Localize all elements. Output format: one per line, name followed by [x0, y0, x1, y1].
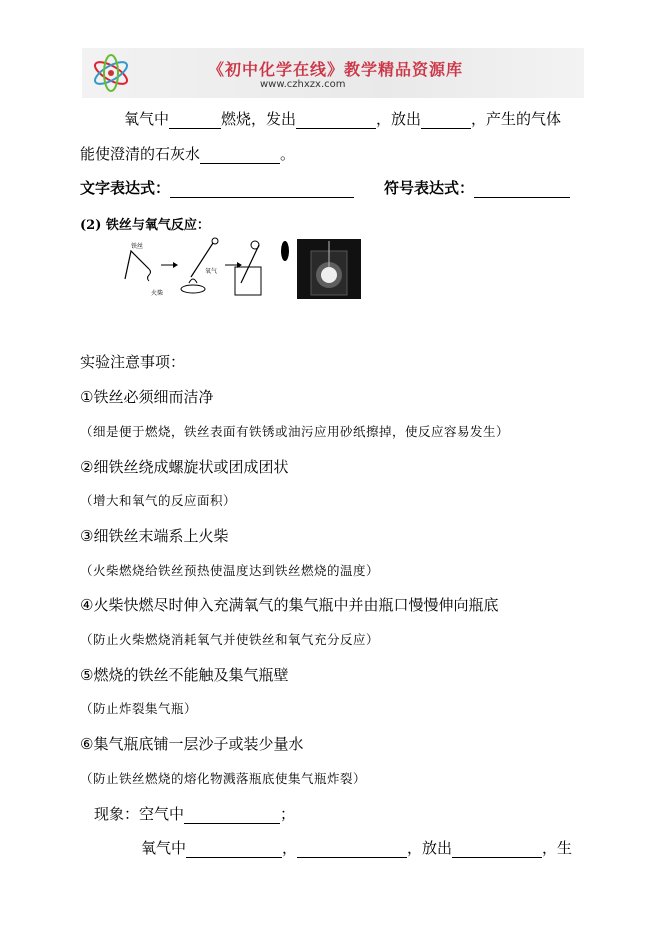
wire-icon: [125, 251, 149, 279]
word-equation-label: 文字表达式：: [80, 179, 171, 197]
note-item: ③细铁丝末端系上火柴: [80, 527, 229, 545]
intro-line-2: [80, 143, 295, 164]
blank: [186, 840, 282, 858]
formula-line: [80, 177, 570, 198]
arrow-icon: [173, 262, 178, 268]
note-item: ②细铁丝绕成螺旋状或团成团状: [80, 458, 289, 476]
phenomenon-text: ，放出: [407, 839, 453, 857]
note-item: ⑤燃烧的铁丝不能触及集气瓶壁: [80, 666, 289, 684]
note-item: ①铁丝必须细而洁净: [80, 388, 214, 406]
phenomenon-oxygen-line: [141, 837, 572, 858]
note-reason: （防止炸裂集气瓶）: [80, 701, 198, 716]
blank: [297, 840, 407, 858]
note-reason: （防止火柴燃烧消耗氧气并使铁丝和氧气充分反应）: [80, 632, 380, 647]
note-reason: （防止铁丝燃烧的熔化物溅落瓶底使集气瓶炸裂）: [80, 771, 367, 786]
phenomenon-text: 氧气中: [141, 839, 187, 857]
figure-label: 氧气: [205, 268, 218, 275]
phenomenon-label: 现象：空气中: [94, 805, 185, 823]
banner-title: 《初中化学在线》教学精品资源库: [208, 60, 464, 79]
banner-url: www.czhxzx.com: [260, 79, 346, 90]
intro-text: ，产生的气体: [471, 110, 562, 128]
intro-text: 。: [280, 145, 296, 163]
intro-text: ，放出: [376, 110, 422, 128]
phenomenon-text: ，生: [542, 839, 573, 857]
alcohol-lamp-icon: [181, 285, 205, 293]
notes-heading: 实验注意事项：: [80, 353, 186, 371]
symbol-equation-label: 符号表达式：: [384, 179, 475, 197]
note-item: ④火柴快燃尽时伸入充满氧气的集气瓶中并由瓶口慢慢伸向瓶底: [80, 596, 499, 614]
intro-text: 燃烧，发出: [221, 110, 297, 128]
experiment-diagram: [121, 237, 363, 301]
intro-text: 能使澄清的石灰水: [80, 145, 201, 163]
phenomenon-text: ，: [282, 839, 298, 857]
note-reason: （细是便于燃烧，铁丝表面有铁锈或油污应用砂纸擦掉，使反应容易发生）: [80, 424, 510, 439]
blank: [200, 146, 280, 164]
atom-logo-icon: [88, 52, 134, 94]
blank: [452, 840, 542, 858]
gas-jar-icon: [235, 267, 261, 295]
intro-text: 氧气中: [124, 110, 170, 128]
phenomenon-text: ；: [280, 805, 296, 823]
blank: [421, 111, 471, 129]
blank: [296, 111, 376, 129]
blank: [184, 806, 280, 824]
figure-label: 铁丝: [131, 243, 144, 250]
phenomenon-air-line: [94, 803, 295, 824]
note-reason: （增大和氧气的反应面积）: [80, 493, 237, 508]
figure-label: 火柴: [151, 290, 164, 297]
header-banner: [82, 48, 584, 98]
blank: [169, 111, 221, 129]
section-title: (2) 铁丝与氧气反应：: [80, 218, 210, 233]
blank: [170, 180, 354, 198]
note-reason: （火柴燃烧给铁丝预热使温度达到铁丝燃烧的温度）: [80, 563, 380, 578]
blank: [474, 180, 570, 198]
intro-line-1: [124, 108, 561, 129]
note-item: ⑥集气瓶底铺一层沙子或装少量水: [80, 735, 304, 753]
